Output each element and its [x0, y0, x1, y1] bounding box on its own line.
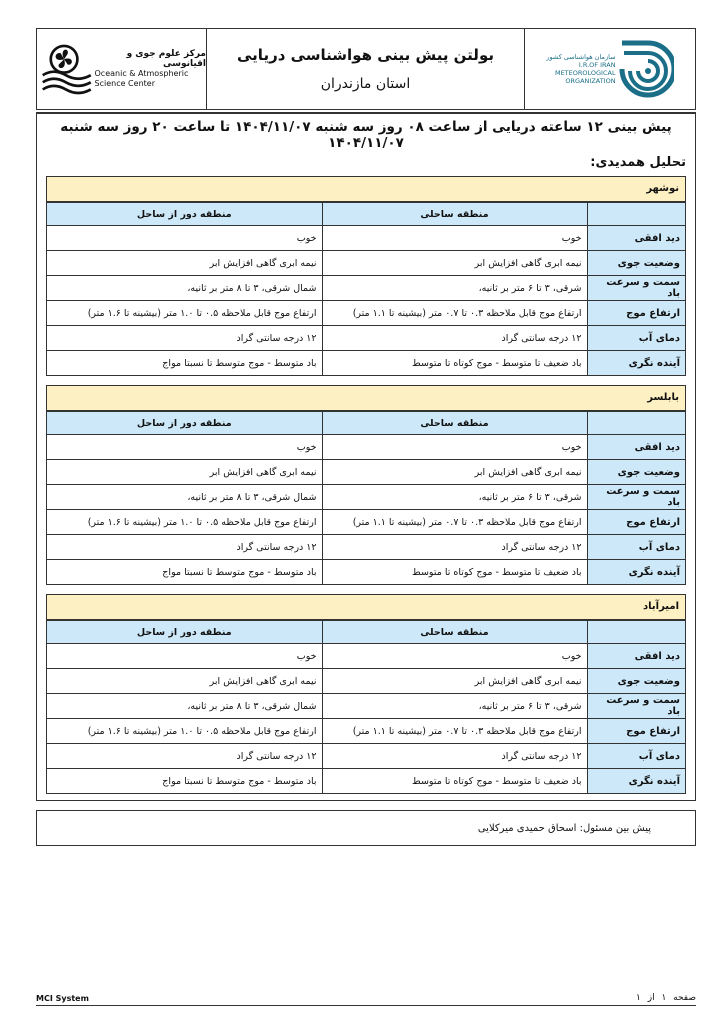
- offshore-value: ارتفاع موج قابل ملاحظه ۰.۵ تا ۱.۰ متر (بیشینه تا ۱.۶ متر): [47, 510, 322, 535]
- coastal-header: منطقه ساحلی: [322, 203, 587, 226]
- coastal-value: ۱۲ درجه سانتی گراد: [322, 744, 587, 769]
- coastal-header: منطقه ساحلی: [322, 621, 587, 644]
- ocean-atmos-center-logo: [37, 29, 207, 109]
- offshore-value: خوب: [47, 435, 322, 460]
- table-row: [47, 694, 685, 719]
- province-name: استان مازندران: [320, 76, 411, 92]
- param-label: دید افقی: [587, 226, 685, 251]
- coastal-value: ارتفاع موج قابل ملاحظه ۰.۳ تا ۰.۷ متر (بیشینه تا ۱.۱ متر): [322, 719, 587, 744]
- param-label: آینده نگری: [587, 769, 685, 794]
- system-name: MCI System: [36, 993, 89, 1003]
- coastal-value: باد ضعیف تا متوسط - موج کوتاه تا متوسط: [322, 769, 587, 794]
- offshore-value: باد متوسط - موج متوسط تا نسبتا مواج: [47, 351, 322, 376]
- param-label: ارتفاع موج: [587, 719, 685, 744]
- coastal-value: باد ضعیف تا متوسط - موج کوتاه تا متوسط: [322, 560, 587, 585]
- offshore-value: شمال شرقی، ۳ تا ۸ متر بر ثانیه،: [47, 485, 322, 510]
- param-label: سمت و سرعت باد: [587, 694, 685, 719]
- center-name-fa: مرکز علوم جوی و اقیانوسی: [126, 49, 206, 69]
- offshore-header: منطقه دور از ساحل: [47, 203, 322, 226]
- param-label: دید افقی: [587, 435, 685, 460]
- table-row: [47, 535, 685, 560]
- offshore-value: شمال شرقی، ۳ تا ۸ متر بر ثانیه،: [47, 276, 322, 301]
- station-table: [46, 594, 686, 794]
- irimo-logo: [525, 29, 695, 109]
- table-header-row: [47, 621, 685, 644]
- forecast-title: پیش بینی ۱۲ ساعته دریایی از ساعت ۰۸ روز سه شنبه ۱۴۰۴/۱۱/۰۷ تا ساعت ۲۰ روز سه شنبه ۱۴۰۴/۱۱/۰۷: [60, 119, 672, 151]
- table-row: [47, 251, 685, 276]
- offshore-header: منطقه دور از ساحل: [47, 621, 322, 644]
- offshore-header: منطقه دور از ساحل: [47, 412, 322, 435]
- param-label: آینده نگری: [587, 351, 685, 376]
- offshore-value: ارتفاع موج قابل ملاحظه ۰.۵ تا ۱.۰ متر (بیشینه تا ۱.۶ متر): [47, 301, 322, 326]
- table-row: [47, 301, 685, 326]
- irimo-line1: I.R.OF IRAN: [578, 61, 616, 69]
- offshore-value: نیمه ابری گاهی افزایش ابر: [47, 251, 322, 276]
- irimo-line2: METEOROLOGICAL: [554, 69, 616, 77]
- param-header: [587, 203, 685, 226]
- station-name: بابلسر: [47, 386, 685, 411]
- coastal-value: ارتفاع موج قابل ملاحظه ۰.۳ تا ۰.۷ متر (بیشینه تا ۱.۱ متر): [322, 301, 587, 326]
- param-label: وضعیت جوی: [587, 251, 685, 276]
- param-label: سمت و سرعت باد: [587, 485, 685, 510]
- station-table: [46, 385, 686, 585]
- stations-container: [46, 176, 686, 794]
- param-label: دمای آب: [587, 744, 685, 769]
- param-label: ارتفاع موج: [587, 510, 685, 535]
- param-label: دمای آب: [587, 326, 685, 351]
- param-header: [587, 621, 685, 644]
- forecaster-box: [36, 810, 696, 846]
- forecast-table: [47, 620, 685, 793]
- param-label: وضعیت جوی: [587, 460, 685, 485]
- bulletin-page: [36, 28, 696, 846]
- offshore-value: نیمه ابری گاهی افزایش ابر: [47, 669, 322, 694]
- table-row: [47, 226, 685, 251]
- center-name-en-1: Oceanic & Atmospheric: [94, 69, 189, 78]
- table-row: [47, 460, 685, 485]
- bulletin-body: [36, 112, 696, 801]
- coastal-value: خوب: [322, 644, 587, 669]
- offshore-value: خوب: [47, 644, 322, 669]
- page-footer: [36, 993, 696, 1006]
- station-name: نوشهر: [47, 177, 685, 202]
- synoptic-analysis-label: تحلیل همدیدی:: [590, 155, 686, 170]
- coastal-value: باد ضعیف تا متوسط - موج کوتاه تا متوسط: [322, 351, 587, 376]
- irimo-line3: ORGANIZATION: [565, 77, 616, 85]
- forecaster-name: پیش بین مسئول: اسحاق حمیدی میرکلایی: [477, 822, 651, 834]
- offshore-value: ۱۲ درجه سانتی گراد: [47, 535, 322, 560]
- spiral-logo-icon: [618, 37, 674, 101]
- offshore-value: نیمه ابری گاهی افزایش ابر: [47, 460, 322, 485]
- coastal-value: شرقی، ۳ تا ۶ متر بر ثانیه،: [322, 694, 587, 719]
- table-row: [47, 326, 685, 351]
- forecast-table: [47, 411, 685, 584]
- offshore-value: باد متوسط - موج متوسط تا نسبتا مواج: [47, 769, 322, 794]
- station-table: [46, 176, 686, 376]
- coastal-value: نیمه ابری گاهی افزایش ابر: [322, 460, 587, 485]
- page-number: صفحه ۱ از ۱: [636, 993, 696, 1003]
- offshore-value: باد متوسط - موج متوسط تا نسبتا مواج: [47, 560, 322, 585]
- swirl-waves-icon: [41, 36, 93, 102]
- offshore-value: شمال شرقی، ۳ تا ۸ متر بر ثانیه،: [47, 694, 322, 719]
- table-row: [47, 351, 685, 376]
- irimo-name-fa: سازمان هواشناسی کشور: [546, 53, 616, 61]
- table-row: [47, 644, 685, 669]
- offshore-value: خوب: [47, 226, 322, 251]
- param-label: سمت و سرعت باد: [587, 276, 685, 301]
- coastal-header: منطقه ساحلی: [322, 412, 587, 435]
- coastal-value: نیمه ابری گاهی افزایش ابر: [322, 251, 587, 276]
- param-label: وضعیت جوی: [587, 669, 685, 694]
- table-header-row: [47, 412, 685, 435]
- table-row: [47, 719, 685, 744]
- offshore-value: ۱۲ درجه سانتی گراد: [47, 326, 322, 351]
- title-cell: [207, 29, 525, 109]
- offshore-value: ارتفاع موج قابل ملاحظه ۰.۵ تا ۱.۰ متر (بیشینه تا ۱.۶ متر): [47, 719, 322, 744]
- table-row: [47, 510, 685, 535]
- bulletin-header: [36, 28, 696, 110]
- table-row: [47, 276, 685, 301]
- param-label: دمای آب: [587, 535, 685, 560]
- coastal-value: ۱۲ درجه سانتی گراد: [322, 535, 587, 560]
- table-row: [47, 435, 685, 460]
- coastal-value: ارتفاع موج قابل ملاحظه ۰.۳ تا ۰.۷ متر (بیشینه تا ۱.۱ متر): [322, 510, 587, 535]
- coastal-value: شرقی، ۳ تا ۶ متر بر ثانیه،: [322, 485, 587, 510]
- coastal-value: خوب: [322, 435, 587, 460]
- table-row: [47, 485, 685, 510]
- table-row: [47, 669, 685, 694]
- coastal-value: نیمه ابری گاهی افزایش ابر: [322, 669, 587, 694]
- coastal-value: شرقی، ۳ تا ۶ متر بر ثانیه،: [322, 276, 587, 301]
- param-label: آینده نگری: [587, 560, 685, 585]
- center-name-en-2: Science Center: [94, 79, 155, 88]
- param-label: ارتفاع موج: [587, 301, 685, 326]
- station-name: امیرآباد: [47, 595, 685, 620]
- bulletin-title: بولتن پیش بینی هواشناسی دریایی: [237, 46, 494, 64]
- coastal-value: ۱۲ درجه سانتی گراد: [322, 326, 587, 351]
- table-row: [47, 560, 685, 585]
- table-row: [47, 744, 685, 769]
- param-header: [587, 412, 685, 435]
- coastal-value: خوب: [322, 226, 587, 251]
- offshore-value: ۱۲ درجه سانتی گراد: [47, 744, 322, 769]
- forecast-table: [47, 202, 685, 375]
- table-row: [47, 769, 685, 794]
- table-header-row: [47, 203, 685, 226]
- param-label: دید افقی: [587, 644, 685, 669]
